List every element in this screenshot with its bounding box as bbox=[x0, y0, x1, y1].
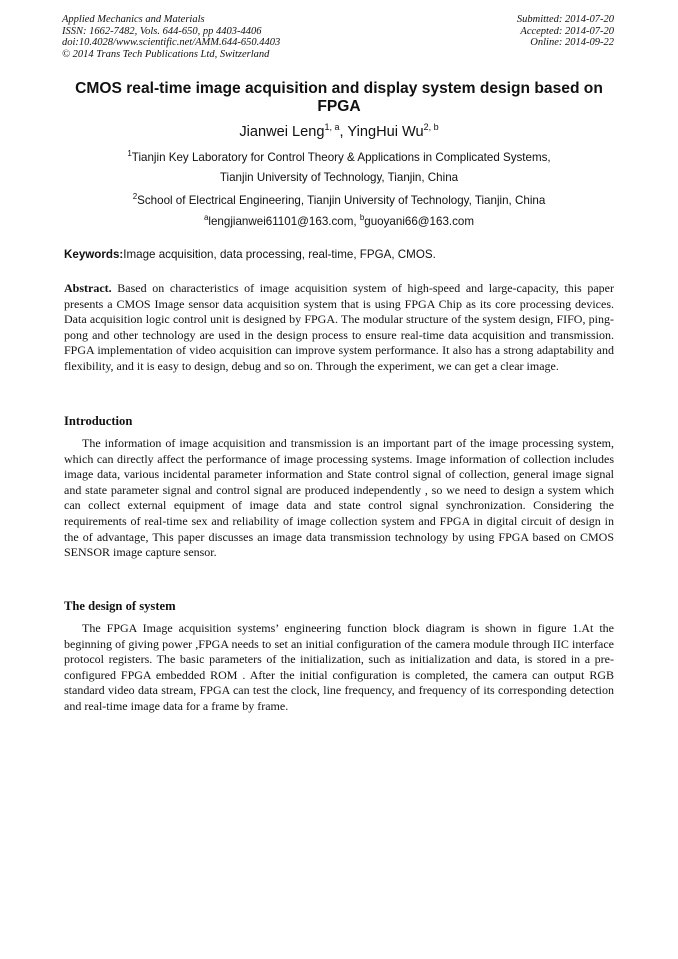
journal-header bbox=[62, 14, 280, 60]
journal-issn: ISSN: 1662-7482, Vols. 644-650, pp 4403-4406 bbox=[62, 25, 262, 37]
author-line bbox=[62, 122, 616, 140]
affiliation-2-text: School of Electrical Engineering, Tianjin University of Technology, Tianjin, China bbox=[137, 193, 546, 207]
journal-doi: doi:10.4028/www.scientific.net/AMM.644-650.4403 bbox=[62, 37, 281, 49]
design-heading: The design of system bbox=[64, 599, 176, 613]
affiliation-1-text: Tianjin Key Laboratory for Control Theory & Applications in Complicated Systems, bbox=[131, 150, 551, 164]
online-date: Online: 2014-09-22 bbox=[530, 37, 614, 49]
author-2-sup: 2, b bbox=[423, 122, 439, 132]
author-separator: , bbox=[339, 123, 348, 140]
keywords-text: Image acquisition, data processing, real-time, FPGA, CMOS. bbox=[123, 248, 436, 261]
email-b-sup: b bbox=[359, 213, 365, 222]
journal-name: Applied Mechanics and Materials bbox=[62, 14, 205, 25]
affiliation-2 bbox=[62, 192, 616, 207]
keywords bbox=[64, 248, 616, 261]
email-a: lengjianwei61101@163.com, bbox=[208, 214, 360, 228]
journal-copyright: © 2014 Trans Tech Publications Ltd, Switzerland bbox=[62, 48, 270, 60]
author-1-sup: 1, a bbox=[324, 122, 340, 132]
keywords-label: Keywords: bbox=[64, 248, 124, 261]
author-2: YingHui Wu bbox=[347, 123, 424, 140]
abstract bbox=[64, 281, 614, 375]
email-a-sup: a bbox=[203, 213, 209, 222]
design-text: The FPGA Image acquisition systems’ engineering function block diagram is shown in figure 1.At the beginning of giving power ,FPGA needs to set an initial configuration of the camera module through IIC interface protocol registers. The basic parameters of the initialization, such as initialization and data, is stored in a pre-configured FPGA embedded ROM . After the initial configuration is completed, the camera can output RGB standard video data stream, FPGA can test the clock, line frequency, and frequency of its corresponding detection and real-time image data for a frame by frame. bbox=[64, 621, 614, 713]
affiliation-2-sup: 2 bbox=[132, 192, 138, 201]
email-b: guoyani66@163.com bbox=[364, 214, 475, 228]
affiliation-1-sup: 1 bbox=[127, 149, 132, 158]
dates-header bbox=[517, 14, 614, 49]
abstract-text: Based on characteristics of image acquisition system of high-speed and large-capacity, this paper presents a CMOS Image sensor data acquisition system that is using FPGA Chip as its core processing devices. Data acquisition logic control unit is designed by FPGA. The modular structure of the system design, FIFO, ping-pong and other technology are used in the design process to ensure real-time data acquisition and transmission. FPGA implementation of video acquisition can improve system performance. It also has a strong adaptability and flexibility, and it is easy to design, debug and so on. Through the experiment, we can get a clear image. bbox=[64, 281, 614, 373]
affiliation-1-line-1 bbox=[62, 149, 616, 164]
author-1: Jianwei Leng bbox=[239, 123, 325, 140]
paper-title: CMOS real-time image acquisition and display system design based on FPGA bbox=[75, 80, 603, 115]
email-line bbox=[62, 213, 616, 228]
introduction-heading: Introduction bbox=[64, 414, 133, 428]
submitted-date: Submitted: 2014-07-20 bbox=[516, 14, 614, 25]
abstract-label: Abstract. bbox=[64, 281, 112, 295]
accepted-date: Accepted: 2014-07-20 bbox=[520, 25, 614, 37]
affiliation-1-line-2: Tianjin University of Technology, Tianjin, China bbox=[219, 171, 459, 184]
introduction-text: The information of image acquisition and transmission is an important part of the image processing system, which can directly affect the performance of image processing systems. Image information of collection includes image data, various incidental parameter information and State control signal of collection, general image signal and state parameter signal and control signal are produced independently , so we need to design a system which can collect external equipment of image data and state control signal synchronization. Considering the requirements of real-time sex and reliability of image collection system and FPGA in digital circuit of design in the of advantage, This paper discusses an image data transmission technology by using FPGA based on CMOS SENSOR image capture sensor. bbox=[64, 436, 614, 560]
